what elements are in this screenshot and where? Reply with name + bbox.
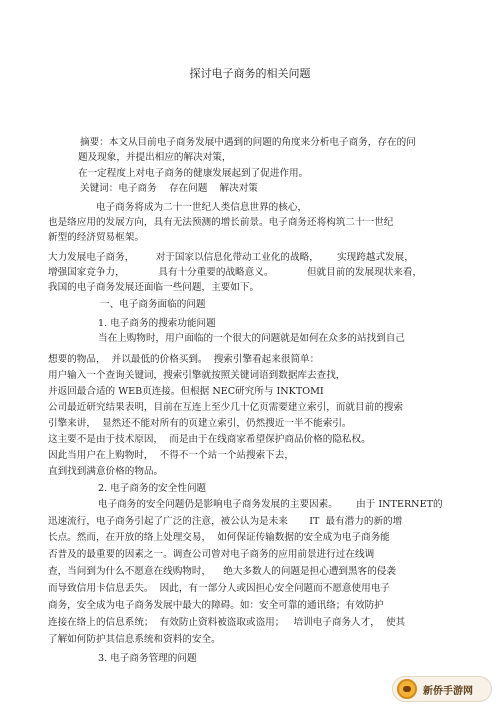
section-heading-1: 一、电子商务面临的问题 <box>100 299 206 310</box>
mascot-icon <box>397 679 417 699</box>
abstract-line-2: 题及现象，并提出相应的解决对策， <box>78 152 232 163</box>
watermark-text: 新侨手游网 <box>423 685 473 697</box>
sub2-line-1: 电子商务的安全问题仍是影响电子商务发展的主要因素。 由于 INTERNET的 <box>98 499 443 510</box>
sub2-line-6: 而导致信用卡信息丢失。 因此，有一部分人或因担心安全问题而不愿意使用电子 <box>48 583 390 594</box>
sub1-line-4: 并返回最合适的 WEB页连接。但根据 NEC研究所与 INKTOMI <box>48 386 324 397</box>
sub2-line-4: 否普及的最重要的因素之一。调查公司曾对电子商务的应用前景进行过在线调 <box>48 549 375 560</box>
sub2-line-9: 了解如何防护其信息系统和资料的安全。 <box>48 634 221 645</box>
sub1-line-1: 当在上购物时，用户面临的一个很大的问题就是如何在众多的站找到自己 <box>98 333 405 344</box>
page-title: 探讨电子商务的相关问题 <box>189 67 311 80</box>
sub1-line-5: 公司最近研究结果表明，目前在互连上至少几十亿页需要建立索引，而就目前的搜索 <box>48 402 403 413</box>
watermark-badge <box>392 676 492 702</box>
sub1-line-7: 这主要不是由于技术原因， 而是由于在线商家希望保护商品价格的隐私权。 <box>48 434 371 445</box>
sub1-line-2: 想要的物品， 并以最低的价格买到。 搜索引擎看起来很简单： <box>48 354 320 365</box>
sub2-line-7: 商务，安全成为电子商务发展中最大的障碍。如：安全可靠的通讯络；有效防护 <box>48 600 384 611</box>
keywords-line: 关键词：电子商务 存在问题 解决对策 <box>80 183 258 194</box>
para2-line-3: 我国的电子商务发展还面临一些问题，主要如下。 <box>48 282 260 293</box>
sub2-line-5: 查，当问到为什么不愿意在线购物时， 绝大多数人的问题是担心遭到黑客的侵袭 <box>48 566 396 577</box>
sub2-line-2: 迅速流行，电子商务引起了广泛的注意，被公认为是未来 IT 最有潜力的新的增 <box>48 516 403 527</box>
para2-line-1: 大力发展电子商务， 对于国家以信息化带动工业化的战略， 实现跨越式发展， <box>48 252 414 263</box>
sub1-line-3: 用户输入一个查询关键词，搜索引擎就按照关键词语到数据库去查找， <box>48 370 346 381</box>
sub2-line-3: 长点。然而，在开放的络上处理交易， 如何保证传输数据的安全成为电子商务能 <box>48 532 390 543</box>
subsection-heading-3: 3. 电子商务管理的问题 <box>98 653 197 664</box>
sub2-line-8: 连接在络上的信息系统； 有效防止资料被盗取或盗用； 培训电子商务人才， 使其 <box>48 617 406 628</box>
intro-line-2: 也是络应用的发展方向，具有无法预测的增长前景。电子商务还将构筑二十一世纪 <box>48 217 394 228</box>
sub1-line-9: 直到找到满意价格的物品。 <box>48 466 164 477</box>
abstract-line-1: 摘要：本文从目前电子商务发展中遇到的问题的角度来分析电子商务，存在的问 <box>80 137 416 148</box>
sub1-line-8: 因此当用户在上购物时， 不得不一个站一个站搜索下去， <box>48 450 294 461</box>
subsection-heading-1: 1. 电子商务的搜索功能问题 <box>98 318 216 329</box>
intro-line-3: 新型的经济贸易框架。 <box>48 232 144 243</box>
sub1-line-6: 引擎来讲， 显然还不能对所有的页建立索引，仍然搜近一半不能索引。 <box>48 418 352 429</box>
para2-line-2: 增强国家竞争力， 具有十分重要的战略意义。 但就目前的发展现状来看， <box>48 267 423 278</box>
subsection-heading-2: 2. 电子商务的安全性问题 <box>98 483 207 494</box>
abstract-line-3: 在一定程度上对电子商务的健康发展起到了促进作用。 <box>78 168 309 179</box>
intro-line-1: 电子商务将成为二十一世纪人类信息世界的核心， <box>96 202 308 213</box>
